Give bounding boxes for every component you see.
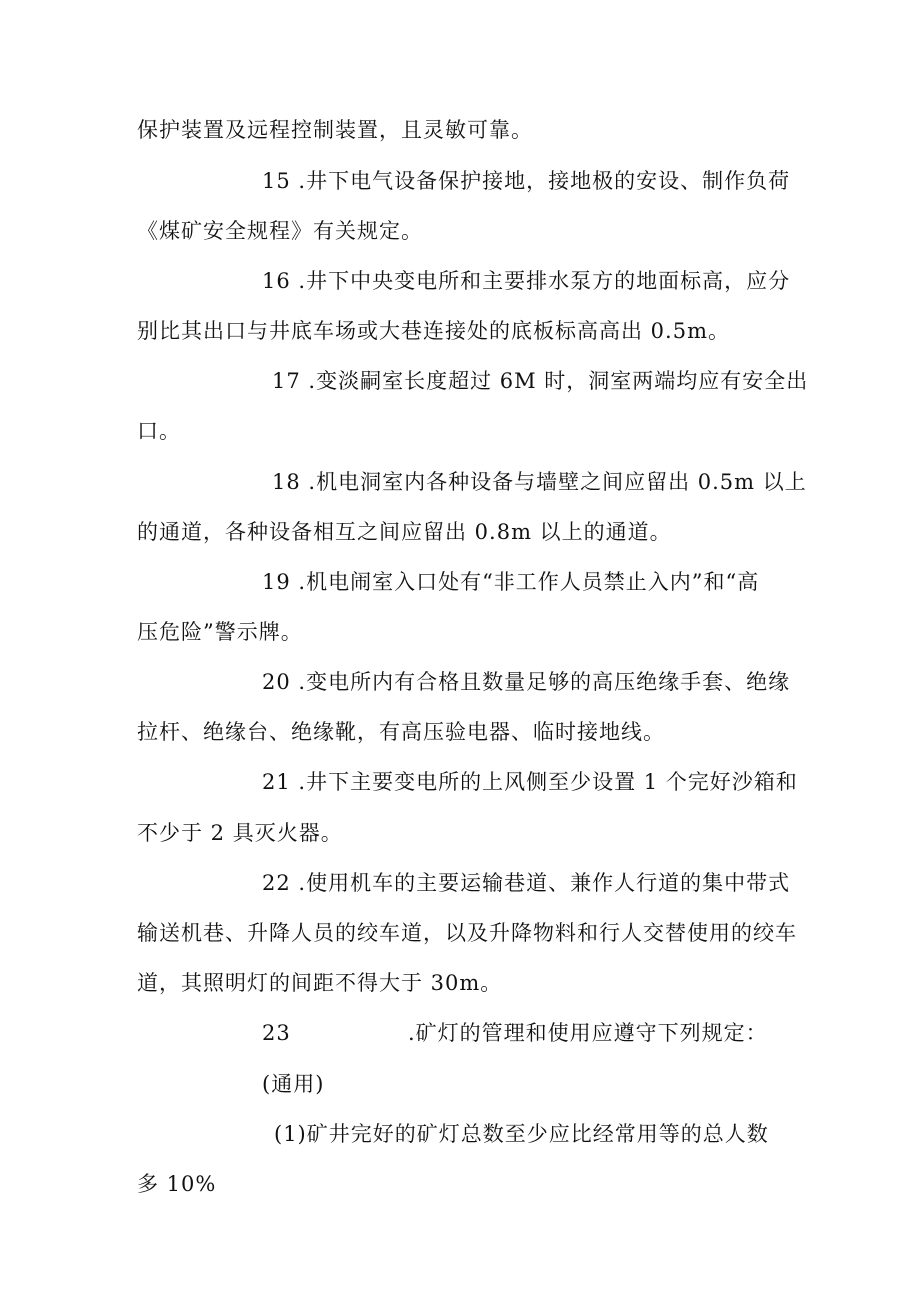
text-line: 不少于 2 具灭火器。 — [137, 821, 343, 845]
text-line: .矿灯的管理和使用应遵守下列规定： — [408, 1021, 768, 1045]
item-number: 23 — [262, 1021, 291, 1045]
text-line: (通用) — [262, 1072, 325, 1096]
text-line: 18 .机电洞室内各种设备与墙壁之间应留出 0.5m 以上 — [272, 470, 807, 494]
text-line: 别比其出口与井底车场或大巷连接处的底板标高高出 0.5m。 — [137, 319, 730, 343]
text-line: 多 10% — [137, 1172, 217, 1196]
text-line: 19 .机电闹室入口处有“非工作人员禁止入内”和“高 — [262, 570, 760, 594]
text-line: 21 .井下主要变电所的上风侧至少设置 1 个完好沙箱和 — [262, 770, 798, 794]
text-line: 《煤矿安全规程》有关规定。 — [137, 219, 423, 243]
text-line: 输送机巷、升降人员的绞车道，以及升降物料和行人交替使用的绞车 — [137, 921, 797, 945]
text-line: 压危险”警示牌。 — [137, 620, 303, 644]
text-line: 16 .井下中央变电所和主要排水泵方的地面标高，应分 — [262, 269, 791, 293]
text-line: 口。 — [137, 419, 181, 443]
text-line: 17 .变淡嗣室长度超过 6M 时，洞室两端均应有安全出 — [272, 369, 809, 393]
text-line: 20 .变电所内有合格且数量足够的高压绝缘手套、绝缘 — [262, 670, 791, 694]
text-line: 道，其照明灯的间距不得大于 30m。 — [137, 971, 503, 995]
text-line: 的通道，各种设备相互之间应留出 0.8m 以上的通道。 — [137, 520, 672, 544]
text-line: 拉杆、绝缘台、绝缘靴，有高压验电器、临时接地线。 — [137, 720, 665, 744]
text-line: (1)矿井完好的矿灯总数至少应比经常用等的总人数 — [274, 1122, 769, 1146]
text-line: 22 .使用机车的主要运输巷道、兼作人行道的集中带式 — [262, 871, 791, 895]
text-line: 15 .井下电气设备保护接地，接地极的安设、制作负荷 — [262, 169, 791, 193]
text-line: 保护装置及远程控制装置，且灵敏可靠。 — [137, 118, 533, 142]
